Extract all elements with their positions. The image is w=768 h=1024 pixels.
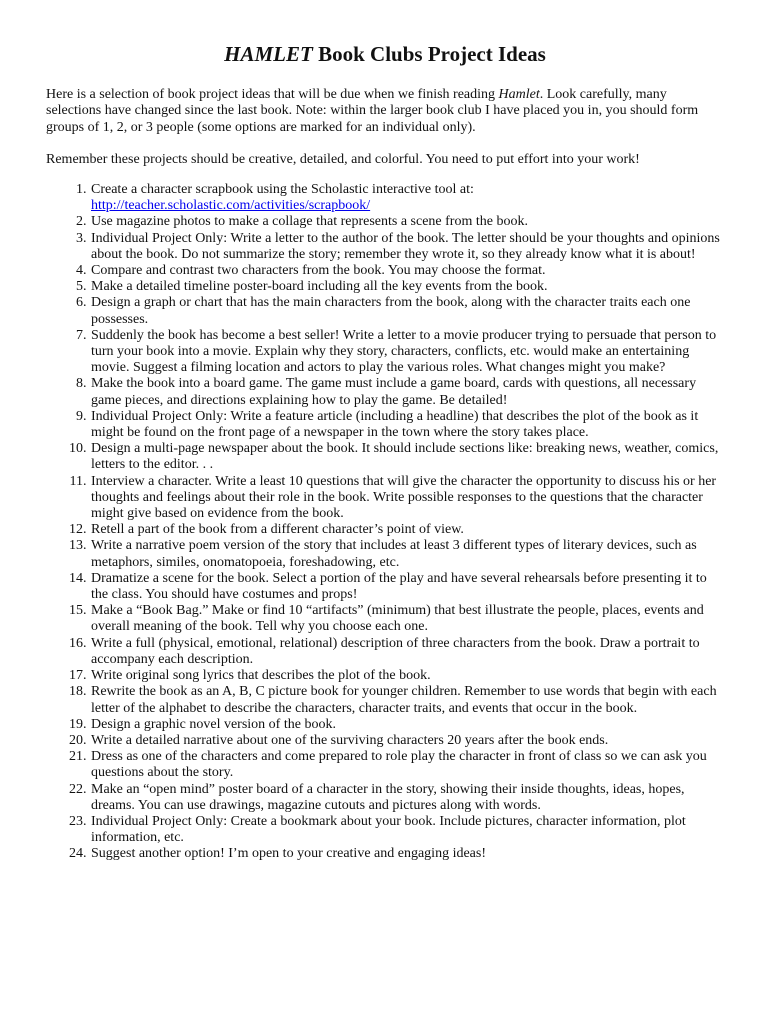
list-item: 3. Individual Project Only: Write a letter to the author of the book. The letter should be your thoughts and opinions about the book. Do not summarize the story; remember they wrote it, so they already know what it is about! — [90, 231, 724, 263]
title-rest: Book Clubs Project Ideas — [312, 42, 546, 66]
scholastic-link[interactable]: http://teacher.scholastic.com/activities/scrapbook/ — [91, 198, 371, 214]
list-item: 11. Interview a character. Write a least 10 questions that will give the character the opportunity to discuss his or her thoughts and feelings about their role in the book. Write possible responses to the questions that the character might give based on evidence from the book. — [90, 474, 724, 523]
list-item-text: Create a character scrapbook using the Scholastic interactive tool at: — [91, 182, 474, 197]
project-list — [46, 182, 724, 863]
list-item: 24. Suggest another option! I’m open to your creative and engaging ideas! — [90, 846, 724, 862]
list-item — [90, 182, 724, 214]
intro-text-end: . Look carefully, many selections have changed since the last book. Note: within the larger book club I have placed you in, you should form groups of 1, 2, or 3 people (some options are marked for an individual only). — [46, 87, 699, 135]
list-item: 19. Design a graphic novel version of the book. — [90, 717, 724, 733]
list-item: 6. Design a graph or chart that has the main characters from the book, along with the character traits each one possesses. — [90, 295, 724, 327]
list-item: 5. Make a detailed timeline poster-board including all the key events from the book. — [90, 279, 724, 295]
intro-text-start: Here is a selection of book project ideas that will be due when we finish reading — [46, 87, 499, 103]
list-item: 10. Design a multi-page newspaper about the book. It should include sections like: breaking news, weather, comics, letters to the editor. . . — [90, 441, 724, 473]
title-italic: HAMLET — [224, 42, 313, 66]
intro-paragraph — [46, 87, 724, 136]
list-item: 2. Use magazine photos to make a collage that represents a scene from the book. — [90, 214, 724, 230]
list-item: 4. Compare and contrast two characters from the book. You may choose the format. — [90, 263, 724, 279]
intro-italic: Hamlet — [498, 87, 540, 103]
list-item: 8. Make the book into a board game. The game must include a game board, cards with questions, all necessary game pieces, and directions explaining how to play the game. Be detailed! — [90, 376, 724, 408]
list-item: 12. Retell a part of the book from a different character’s point of view. — [90, 522, 724, 538]
list-item: 9. Individual Project Only: Write a feature article (including a headline) that describes the plot of the book as it might be found on the front page of a newspaper in the town where the story takes place. — [90, 409, 724, 441]
list-item: 20. Write a detailed narrative about one of the surviving characters 20 years after the book ends. — [90, 733, 724, 749]
list-item: 22. Make an “open mind” poster board of a character in the story, showing their inside thoughts, ideas, hopes, dreams. You can use drawings, magazine cutouts and pictures along with words. — [90, 782, 724, 814]
list-item: 7. Suddenly the book has become a best seller! Write a letter to a movie producer trying to persuade that person to turn your book into a movie. Explain why they story, characters, conflicts, etc. would make an entertaining movie. Suggest a filming location and actors to play the various roles. What changes might you make? — [90, 328, 724, 377]
list-item: 23. Individual Project Only: Create a bookmark about your book. Include pictures, character information, plot information, etc. — [90, 814, 724, 846]
list-item: 13. Write a narrative poem version of the story that includes at least 3 different types of literary devices, such as metaphors, similes, onomatopoeia, foreshadowing, etc. — [90, 538, 724, 570]
list-item: 18. Rewrite the book as an A, B, C picture book for younger children. Remember to use words that begin with each letter of the alphabet to describe the characters, character traits, and events that occur in the book. — [90, 684, 724, 716]
list-item: 16. Write a full (physical, emotional, relational) description of three characters from the book. Draw a portrait to accompany each description. — [90, 636, 724, 668]
list-item: 14. Dramatize a scene for the book. Select a portion of the play and have several rehearsals before presenting it to the class. You should have costumes and props! — [90, 571, 724, 603]
list-item: 21. Dress as one of the characters and come prepared to role play the character in front of class so we can ask you questions about the story. — [90, 749, 724, 781]
list-item: 15. Make a “Book Bag.” Make or find 10 “artifacts” (minimum) that best illustrate the people, places, events and overall meaning of the book. Tell why you choose each one. — [90, 603, 724, 635]
reminder-paragraph: Remember these projects should be creative, detailed, and colorful. You need to put effort into your work! — [46, 151, 640, 167]
list-item: 17. Write original song lyrics that describes the plot of the book. — [90, 668, 724, 684]
page-title — [46, 42, 724, 67]
